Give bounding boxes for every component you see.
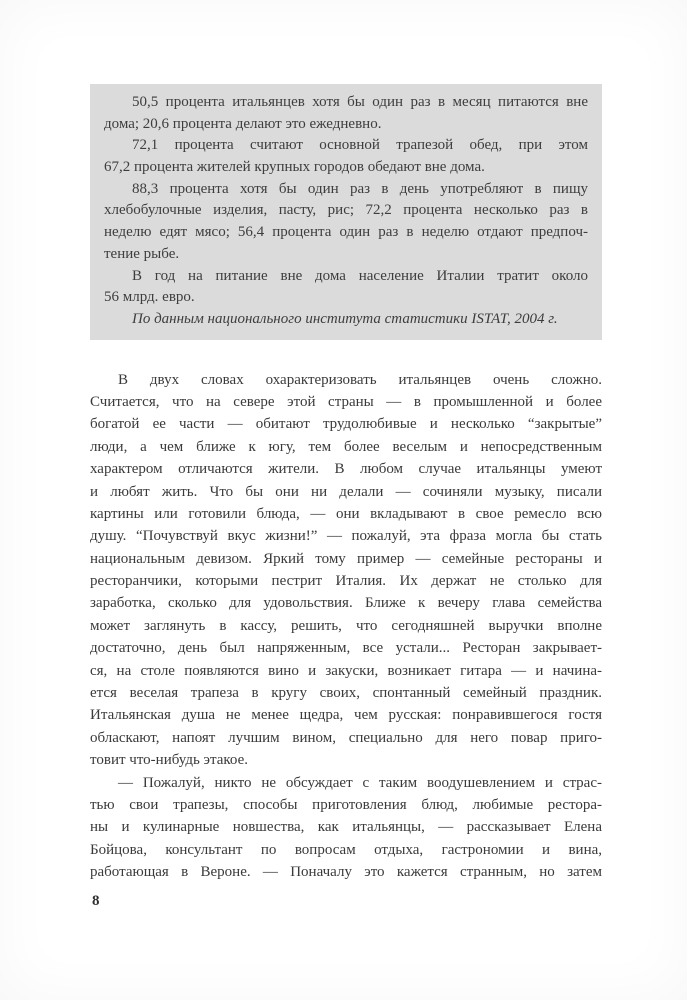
paragraph — [104, 135, 588, 178]
text-line: Итальянская душа не менее щедра, чем русская: понравившегося гостя — [90, 707, 602, 724]
text-line: ресторанчики, которыми пестрит Италия. Их держат не столько для — [90, 573, 602, 590]
text-line: Бойцова, консультант по вопросам отдыха, гастрономии и вина, — [90, 841, 602, 858]
text-line: обласкают, напоят лучшим вином, специально для него повар приго- — [90, 729, 602, 746]
paragraph — [104, 179, 588, 266]
text-line: 88,3 процента хотя бы один раз в день употребляют в пищу — [132, 180, 588, 197]
main-text — [90, 369, 602, 884]
text-line: Считается, что на севере этой страны — в промышленной и более — [90, 393, 602, 410]
statistics-callout — [90, 84, 602, 340]
text-line: неделю едят мясо; 56,4 процента один раз в неделю отдают предпоч- — [104, 224, 588, 241]
text-line: достаточно, день был напряженным, все устали... Ресторан закрывает- — [90, 640, 602, 657]
source-note-paragraph — [104, 309, 588, 331]
text-line: 50,5 процента итальянцев хотя бы один раз в месяц питаются вне — [132, 94, 588, 110]
text-line: может заглянуть в кассу, решить, что сегодняшней выручки вполне — [90, 617, 602, 634]
text-line: товит что-нибудь этакое. — [90, 752, 249, 769]
text-line: люди, а чем ближе к югу, тем более веселым и непосредственным — [90, 438, 602, 455]
text-line: ны и кулинарные новшества, как итальянцы, — рассказывает Елена — [90, 819, 602, 836]
text-line: ется веселая трапеза в кругу своих, спонтанный семейный праздник. — [90, 685, 602, 702]
text-line: По данным национального института статистики ISTAT, 2004 г. — [132, 310, 558, 327]
text-line: В двух словах охарактеризовать итальянцев очень сложно. — [118, 371, 602, 388]
text-line: душу. “Почувствуй вкус жизни!” — пожалуй, эта фраза могла бы стать — [90, 528, 602, 545]
text-line: ся, на столе появляются вино и закуски, возникает гитара — и начина- — [90, 662, 602, 679]
paragraph — [104, 92, 588, 135]
text-line: — Пожалуй, никто не обсуждает с таким воодушевлением и страс- — [118, 774, 602, 791]
text-line: заработка, сколько для удовольствия. Ближе к вечеру глава семейства — [90, 595, 602, 612]
text-line: характером отличаются жители. В любом случае итальянцы умеют — [90, 461, 602, 478]
text-line: тью свои трапезы, способы приготовления блюд, любимые рестора- — [90, 796, 602, 813]
text-line: 56 млрд. евро. — [104, 289, 195, 306]
text-column — [90, 84, 602, 884]
text-line: дома; 20,6 процента делают это ежедневно. — [104, 115, 382, 132]
text-line: национальным девизом. Яркий тому пример — семейные рестораны и — [90, 550, 602, 567]
text-line: хлебобулочные изделия, пасту, рис; 72,2 процента несколько раз в — [104, 202, 588, 219]
text-line: 67,2 процента жителей крупных городов обедают вне дома. — [104, 159, 485, 176]
paragraph — [104, 266, 588, 309]
text-line: тение рыбе. — [104, 245, 180, 262]
paragraph — [90, 772, 602, 884]
text-line: 72,1 процента считают основной трапезой обед, при этом — [132, 137, 588, 154]
text-line: богатой ее части — обитают трудолюбивые и несколько “закрытые” — [90, 416, 602, 433]
page-number: 8 — [92, 893, 100, 909]
text-line: картины или готовили блюда, — они вкладывают в свое ремесло всю — [90, 505, 602, 522]
text-line: и любят жить. Что бы они ни делали — сочиняли музыку, писали — [90, 483, 602, 500]
paragraph — [90, 369, 602, 772]
text-line: В год на питание вне дома население Италии тратит около — [132, 267, 588, 284]
text-line: работающая в Вероне. — Поначалу это кажется странным, но затем — [90, 864, 602, 881]
